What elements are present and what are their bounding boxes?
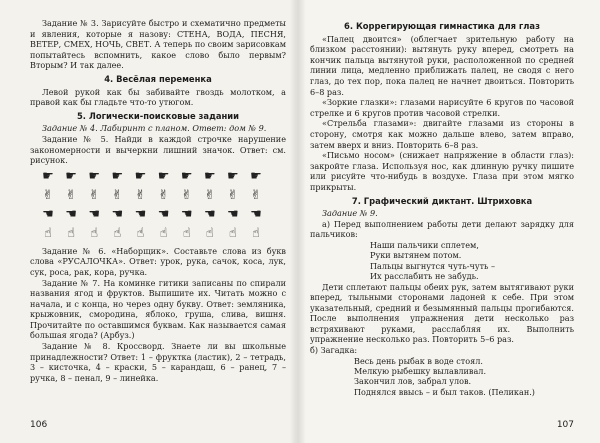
riddle-line: Весь день рыбак в воде стоял.	[354, 355, 483, 366]
task-3-text: Задание № 3. Зарисуйте быстро и схематично предметы и явления, которые я назову: СТЕНА, ВОДА, ПЕСНЯ, ВЕТЕР, СМЕХ, НОЧЬ, СВЕТ. А теперь по своим зарисовкам попытайтесь вспомнить, какое слово было первым? Вторым? И так далее.	[30, 18, 286, 71]
exercise-finger-double-text: «Палец двоится» (облегчает зрительную работу на близком расстоянии): вытянуть руку вперед, смотреть на кончик пальца вытянутой руки, расположенной по средней линии лица, медленно приближать палец, не сводя с него глаз, до тех пор, пока палец не начнет двоиться. Повторить 6–8 раз.	[310, 33, 574, 97]
task-5-text: Задание № 5. Найди в каждой строчке нарушение закономерности и вычеркни лишний значок. Ответ: см. рисунок.	[30, 133, 286, 166]
section-7-heading: 7. Графический диктант. Штриховка	[351, 195, 533, 206]
task-8-text: Задание № 8. Кроссворд. Знаете ли вы школьные принадлежности? Ответ: 1 – фруктка (ластик), 2 – тетрадь, 3 – кисточка, 4 – краски, 5 – карандаш, 6 – ранец, 7 – ручка, 8 – пенал, 9 – линейка.	[30, 341, 286, 383]
book-gutter-shadow	[290, 0, 306, 443]
hand-sign-icon: ☝	[205, 225, 214, 241]
hand-sign-row	[38, 206, 266, 224]
poem-line: Наши пальчики сплетем,	[370, 239, 479, 250]
poem-line: Руки вытянем потом.	[370, 250, 462, 261]
hand-sign-icon: ✌	[111, 187, 123, 203]
hand-sign-icon: ☝	[67, 225, 76, 241]
hand-sign-icon: ✌	[204, 187, 216, 203]
right-page	[296, 0, 600, 443]
hand-sign-icon: ✌	[134, 187, 146, 203]
hand-sign-icon: ☚	[65, 206, 77, 222]
task-6-text: Задание № 6. «Наборщик». Составьте слова из букв слова «РУСАЛОЧКА». Ответ: урок, рука, сачок, коса, лук, сук, роса, рак, кора, ручка.	[30, 245, 286, 277]
hand-sign-icon: ☛	[111, 168, 124, 184]
page-number-left: 106	[30, 420, 48, 431]
finger-poem	[370, 240, 574, 282]
hand-sign-icon: ☛	[134, 168, 147, 184]
hand-signs-figure	[30, 168, 286, 243]
hand-sign-row	[38, 187, 266, 205]
hand-sign-icon: ☝	[182, 225, 191, 241]
hand-sign-icon: ✌	[42, 187, 54, 203]
exercise-eye-shooting-text: «Стрельба глазами»: двигайте глазами из стороны в сторону, смотря как можно дальше влево, затем вправо, затем вверх и вниз. Повторить 6–8 раз.	[310, 118, 574, 150]
hand-sign-icon: ☚	[203, 206, 216, 222]
hand-sign-icon: ☝	[228, 225, 237, 241]
exercise-sharp-eyes-text: «Зоркие глазки»: глазами нарисуйте 6 кругов по часовой стрелке и 6 кругов против часовой стрелки.	[310, 97, 574, 118]
hand-sign-icon: ✌	[227, 187, 239, 203]
hand-sign-icon: ☛	[42, 168, 54, 184]
hand-sign-icon: ☚	[88, 206, 101, 222]
page-number-right: 107	[556, 420, 574, 431]
hand-sign-icon: ✌	[250, 187, 262, 203]
exercise-nose-writing-text: «Письмо носом» (снижает напряжение в области глаз): закройте глаза. Используя нос, как длинную ручку пишите или рисуйте что-нибудь в воздухе. Глаза при этом мягко прикрыты.	[310, 150, 574, 192]
riddle-line: Поднялся ввысь – и был таков. (Пеликан.)	[354, 386, 535, 397]
hand-sign-icon: ☝	[159, 225, 168, 241]
riddle-label: б) Загадка:	[310, 345, 358, 356]
hand-sign-icon: ☛	[157, 168, 170, 184]
hand-sign-icon: ☚	[111, 206, 124, 222]
hand-sign-icon: ☚	[227, 206, 239, 222]
hand-sign-icon: ☛	[88, 168, 101, 184]
hand-sign-icon: ☝	[136, 225, 145, 241]
hand-sign-icon: ☝	[113, 225, 122, 241]
task-7-text: Задание № 7. На коминке гитики записаны по спирали названия ягод и фруктов. Выпишите их. Читать можно с начала, и с конца, но через одну букву. Ответ: земляника, крыжовник, смородина, яблоко, груша, слива, вишня. Прочитайте по оставшимся буквам. Как называется самая большая ягода? (Арбуз.)	[30, 277, 286, 341]
hand-sign-row	[38, 225, 266, 243]
finger-warmup-intro: а) Перед выполнением работы дети делают зарядку для пальчиков:	[310, 218, 574, 240]
section-5-heading: 5. Логически-поисковые задании	[76, 110, 240, 121]
riddle-poem	[354, 356, 574, 398]
section-4-heading: 4. Весёлая переменка	[104, 73, 212, 84]
hand-sign-icon: ☝	[90, 225, 99, 241]
hand-sign-icon: ☛	[180, 168, 193, 184]
riddle-line: Закончил лов, забрал улов.	[354, 376, 472, 387]
poem-line: Пальцы выгнутся чуть-чуть –	[370, 260, 496, 271]
hand-sign-icon: ☛	[227, 168, 239, 184]
hand-sign-icon: ☚	[250, 206, 262, 222]
hand-sign-icon: ☛	[250, 168, 262, 184]
hand-sign-icon: ✌	[158, 187, 169, 203]
riddle-line: Мелкую рыбешку вылавливал.	[354, 366, 487, 377]
left-page	[0, 0, 296, 443]
section-4-text: Левой рукой как бы забивайте гвоздь молотком, а правой как бы гладьте что-то утюгом.	[30, 86, 286, 108]
poem-line: Их расслабить не забудь.	[370, 271, 479, 282]
hand-sign-icon: ✌	[88, 187, 100, 203]
finger-exercise-description: Дети сплетают пальцы обеих рук, затем вытягивают руки вперед, тыльными сторонами ладоней к себе. При этом указательный, средний и безымянный пальцы прогибаются. После выполнения упражнения дети несколько раз встряхивают руками, расслабляя их. Выполнить упражнение несколько раз. Повторить 5–6 раз.	[310, 281, 574, 345]
hand-sign-icon: ☛	[203, 168, 216, 184]
hand-sign-icon: ☝	[44, 225, 52, 241]
section-6-heading: 6. Коррегирующая гимнастика для глаз	[344, 21, 540, 31]
hand-sign-icon: ☚	[180, 206, 193, 222]
hand-sign-icon: ✌	[181, 187, 193, 203]
hand-sign-icon: ☚	[157, 206, 170, 222]
hand-sign-icon: ✌	[65, 187, 77, 203]
task-4-text: Задание № 4. Лабиринт с планом. Ответ: дом № 9.	[42, 123, 267, 134]
hand-sign-icon: ☚	[42, 206, 54, 222]
hand-sign-icon: ☝	[252, 225, 260, 241]
hand-sign-icon: ☚	[134, 206, 147, 222]
task-9-label: Задание № 9.	[322, 208, 378, 219]
hand-sign-row	[38, 168, 266, 186]
hand-sign-icon: ☛	[65, 168, 77, 184]
